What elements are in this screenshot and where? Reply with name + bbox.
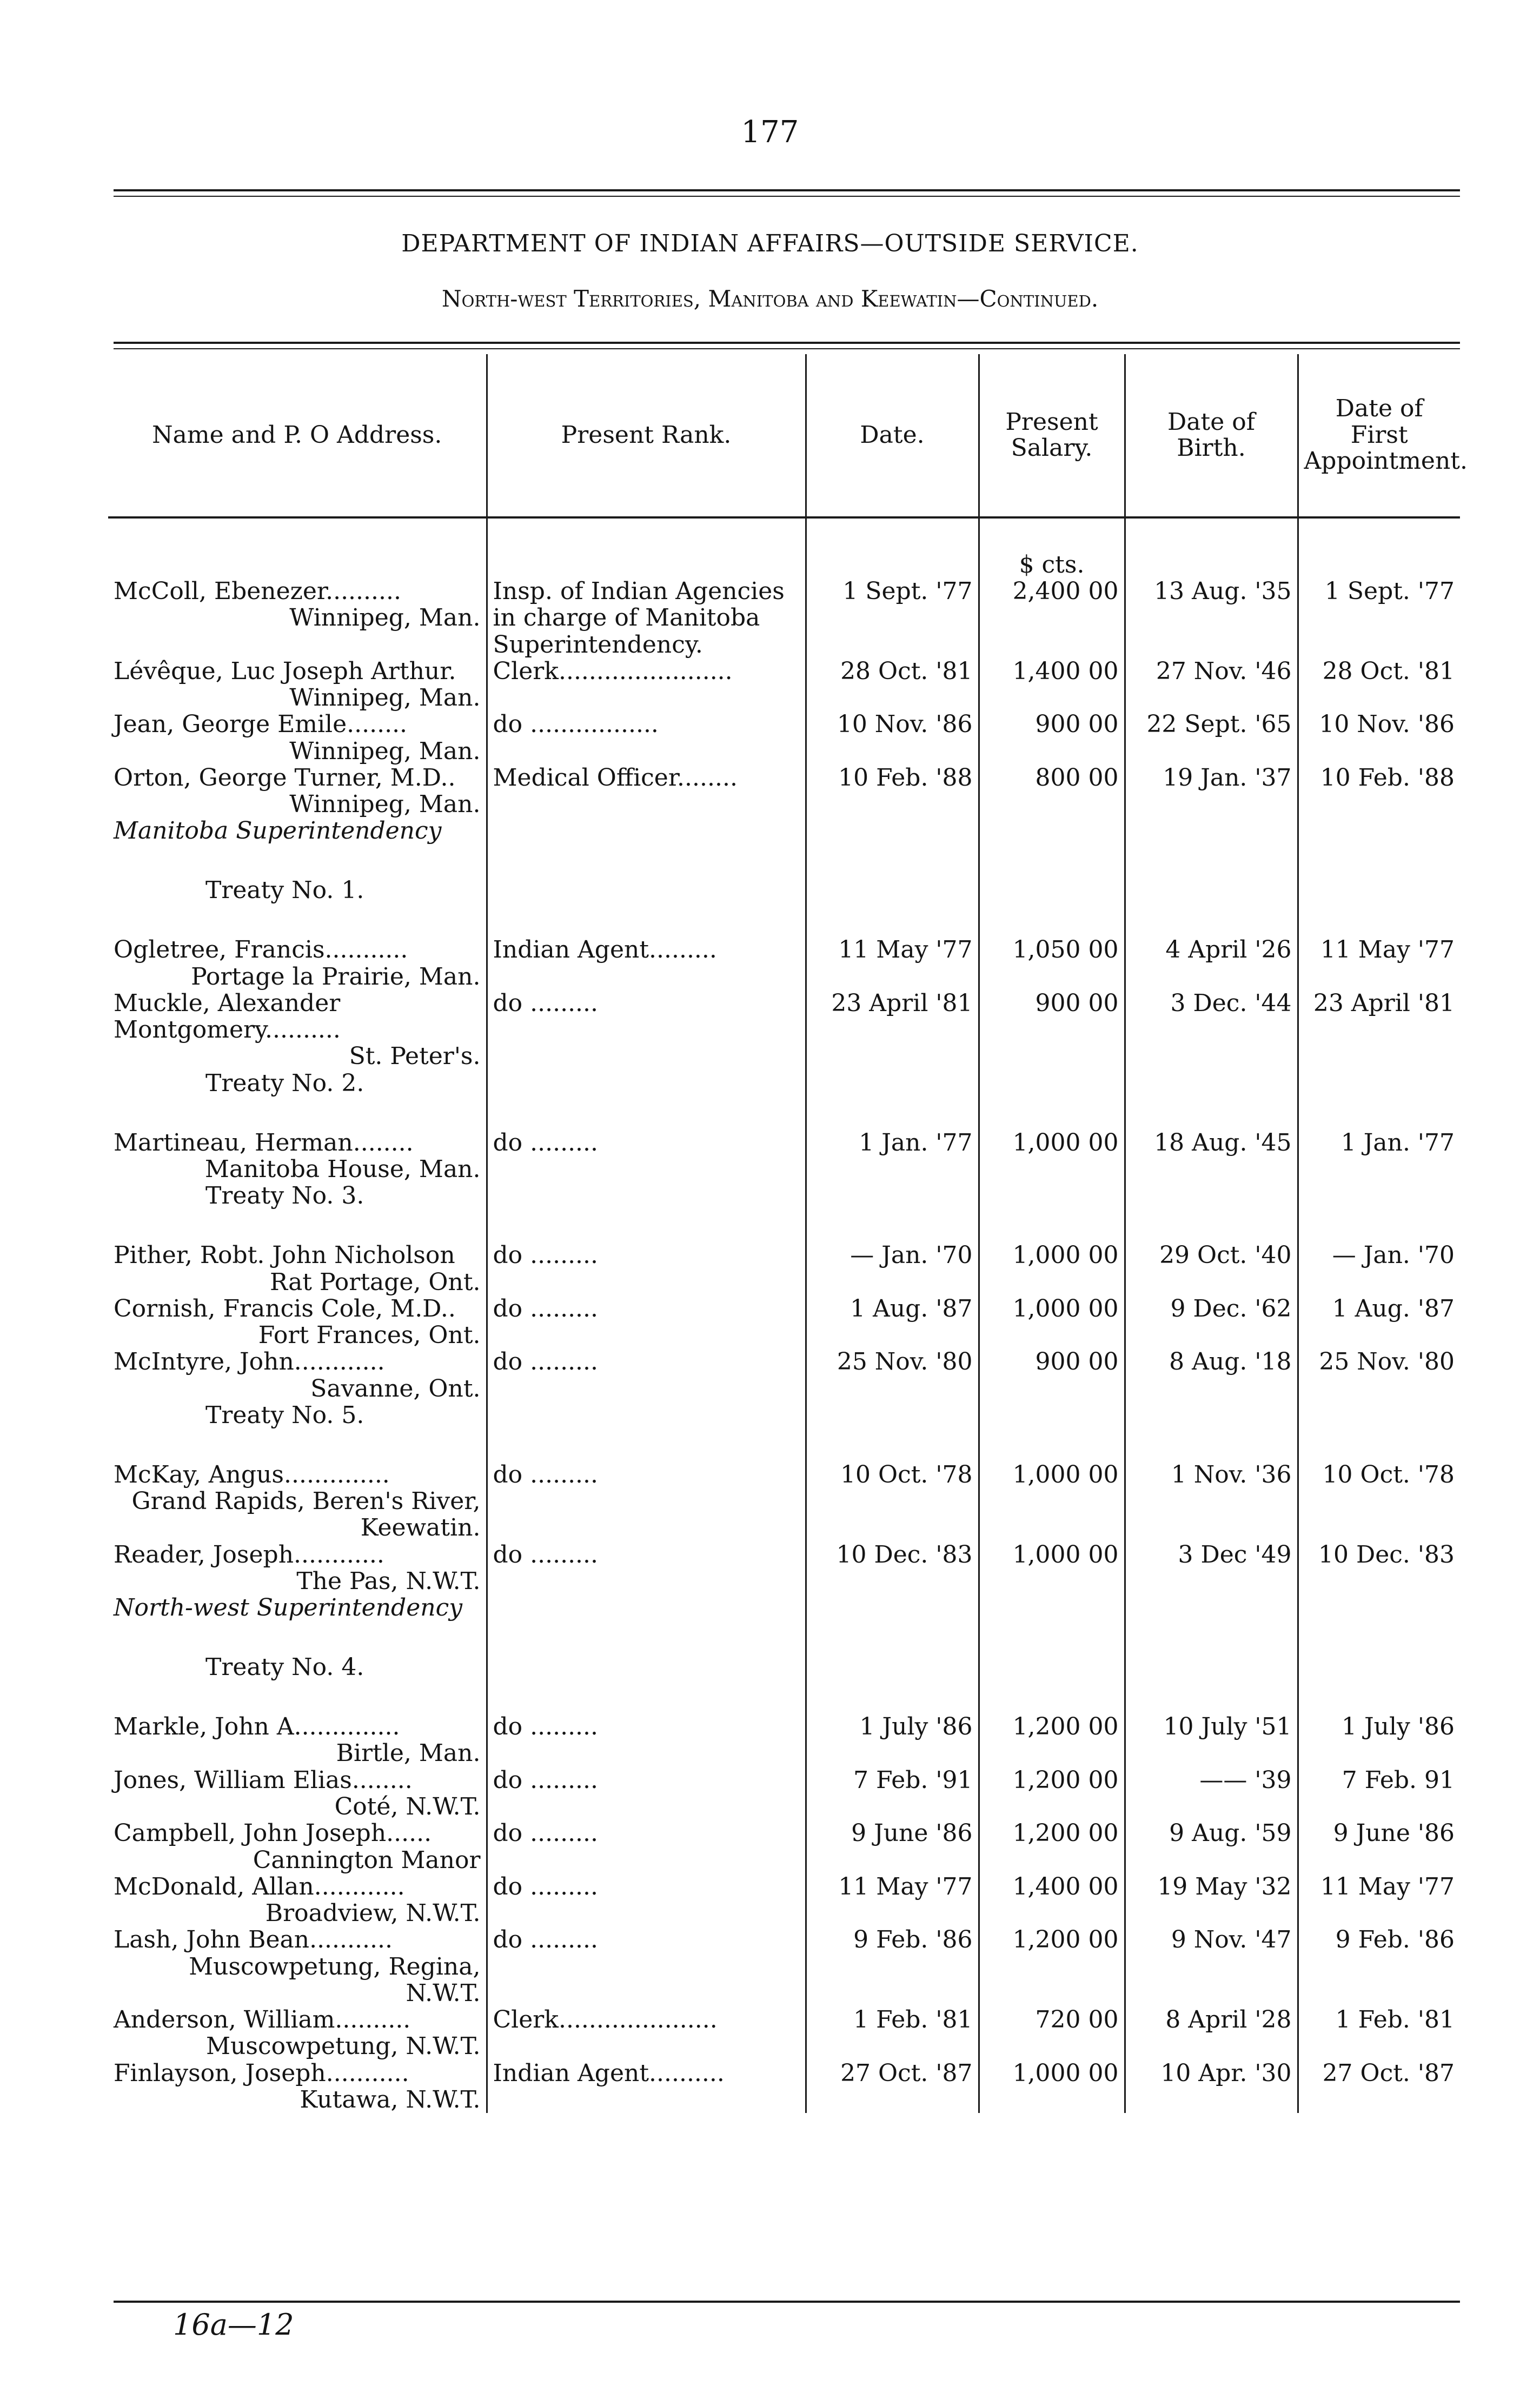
appointment-cell: 11 May '77 [1298,1873,1460,1927]
rank-cell: Indian Agent.......... [487,2060,806,2114]
person-address: Manitoba House, Man. [204,1155,481,1183]
header-salary: Present Salary. [979,354,1125,517]
empty-cell [1125,1654,1298,1713]
empty-cell [487,1654,806,1713]
person-name: Orton, George Turner, M.D.. [114,763,456,792]
name-cell [108,990,487,1070]
empty-cell [487,1070,806,1129]
birth-cell: 13 Aug. '35 [1125,578,1298,658]
person-address: Coté, N.W.T. [334,1792,481,1820]
rank-cell: do ......... [487,1242,806,1295]
birth-cell: 8 Aug. '18 [1125,1348,1298,1402]
person-name: Cornish, Francis Cole, M.D.. [114,1294,456,1323]
name-cell [108,936,487,990]
rank-cell: do ......... [487,1295,806,1349]
empty-cell [979,818,1125,877]
table-row [108,1713,1460,1767]
date-cell: 11 May '77 [806,936,979,990]
treaty-heading: Treaty No. 2. [205,1069,364,1097]
rank-cell: Medical Officer........ [487,765,806,818]
rank-cell: Clerk..................... [487,2006,806,2060]
empty-cell [1298,818,1460,877]
table-row [108,658,1460,712]
person-address: Muscowpetung, Regina, N.W.T. [189,1952,481,2007]
salary-cell: 1,000 00 [979,1242,1125,1295]
table-row [108,2006,1460,2060]
table-row [108,1242,1460,1295]
treaty-heading-row [108,1654,1460,1713]
rank-cell: do ......... [487,1461,806,1541]
salary-cell: 1,200 00 [979,1820,1125,1873]
empty-cell [806,1654,979,1713]
superintendency-heading: North-west Superintendency [114,1594,463,1622]
page-title: DEPARTMENT OF INDIAN AFFAIRS—OUTSIDE SERVICE. [401,230,1139,257]
empty-cell [979,1182,1125,1242]
appointment-cell: 9 Feb. '86 [1298,1926,1460,2006]
treaty-heading-row [108,877,1460,936]
appointment-cell: 7 Feb. 91 [1298,1767,1460,1820]
name-cell [108,711,487,765]
empty-cell [806,1402,979,1461]
person-name: Finlayson, Joseph........... [114,2059,409,2087]
salary-cell: 1,200 00 [979,1767,1125,1820]
person-address: Winnipeg, Man. [289,737,481,765]
salary-cell: 1,400 00 [979,658,1125,712]
rank-cell: do ......... [487,1820,806,1873]
person-name: Anderson, William.......... [114,2006,411,2034]
salary-cell: 1,050 00 [979,936,1125,990]
table-row [108,1873,1460,1927]
date-cell: 11 May '77 [806,1873,979,1927]
empty-cell [487,1594,806,1654]
name-cell [108,1129,487,1183]
empty-cell [1298,1182,1460,1242]
header-name: Name and P. O Address. [108,354,487,517]
appointment-cell: 28 Oct. '81 [1298,658,1460,712]
date-cell: 10 Dec. '83 [806,1541,979,1595]
person-address: Winnipeg, Man. [289,790,481,819]
person-address: Cannington Manor [253,1846,481,1874]
person-address: The Pas, N.W.T. [296,1567,481,1595]
superintendency-heading-row [108,818,1460,877]
salary-unit: $ cts. [979,517,1125,578]
rank-cell: do ......... [487,1348,806,1402]
header-appointment: Date of First Appointment. [1298,354,1460,517]
date-cell: 1 Jan. '77 [806,1129,979,1183]
empty-cell [806,877,979,936]
salary-cell: 1,000 00 [979,1541,1125,1595]
rank-cell: do ......... [487,1926,806,2006]
appointment-cell: — Jan. '70 [1298,1242,1460,1295]
name-cell [108,2006,487,2060]
table-row [108,1129,1460,1183]
treaty-heading: Treaty No. 3. [205,1182,364,1210]
appointment-cell: 11 May '77 [1298,936,1460,990]
person-name: Martineau, Herman........ [114,1128,414,1157]
person-name: Markle, John A.............. [114,1713,400,1741]
empty-cell [1298,1594,1460,1654]
table-row [108,578,1460,658]
person-name: McKay, Angus.............. [114,1460,390,1488]
superintendency-heading-row [108,1594,1460,1654]
empty-cell [487,818,806,877]
person-address: Grand Rapids, Beren's River, Keewatin. [131,1487,481,1542]
name-cell [108,2060,487,2114]
salary-cell: 900 00 [979,711,1125,765]
treaty-heading-row [108,1182,1460,1242]
birth-cell: 1 Nov. '36 [1125,1461,1298,1541]
person-address: Birtle, Man. [336,1739,481,1767]
birth-cell: 10 July '51 [1125,1713,1298,1767]
empty-cell [487,1402,806,1461]
treaty-heading-row [108,1070,1460,1129]
empty-cell [1298,1402,1460,1461]
empty-cell [1298,1654,1460,1713]
birth-cell: 9 Aug. '59 [1125,1820,1298,1873]
person-name: Muckle, Alexander Montgomery.......... [114,989,341,1044]
empty-cell [979,1654,1125,1713]
birth-cell: 27 Nov. '46 [1125,658,1298,712]
appointment-cell: 25 Nov. '80 [1298,1348,1460,1402]
name-cell [108,1767,487,1820]
salary-cell: 1,000 00 [979,1295,1125,1349]
date-cell: 1 July '86 [806,1713,979,1767]
table-row [108,765,1460,818]
name-cell [108,578,487,658]
page-number: 177 [741,115,799,150]
salary-cell: 800 00 [979,765,1125,818]
person-address: Winnipeg, Man. [289,684,481,712]
salary-cell: 1,200 00 [979,1926,1125,2006]
header-rule [114,342,1460,344]
person-name: Lash, John Bean........... [114,1926,393,1954]
empty-cell [1125,1594,1298,1654]
birth-cell: 10 Apr. '30 [1125,2060,1298,2114]
person-name: Campbell, John Joseph...... [114,1819,432,1848]
date-cell: 1 Aug. '87 [806,1295,979,1349]
rank-cell: Insp. of Indian Agencies in charge of Manitoba Superintendency. [487,578,806,658]
birth-cell: 19 Jan. '37 [1125,765,1298,818]
date-cell: 7 Feb. '91 [806,1767,979,1820]
empty-cell [1125,1182,1298,1242]
rank-cell: do ......... [487,1541,806,1595]
person-address: Portage la Prairie, Man. [191,962,481,991]
person-name: Reader, Joseph............ [114,1540,384,1569]
appointment-cell: 10 Dec. '83 [1298,1541,1460,1595]
person-address: Winnipeg, Man. [289,604,481,632]
birth-cell: 29 Oct. '40 [1125,1242,1298,1295]
name-cell [108,1461,487,1541]
table-row [108,1348,1460,1402]
name-cell [108,1348,487,1402]
empty-cell [806,1594,979,1654]
empty-cell [1298,1070,1460,1129]
treaty-heading: Treaty No. 4. [205,1653,364,1682]
person-name: Jean, George Emile........ [114,710,408,739]
top-rule [114,189,1460,191]
table-row [108,990,1460,1070]
empty-cell [1125,818,1298,877]
rank-cell: do ......... [487,1873,806,1927]
appointment-cell: 10 Feb. '88 [1298,765,1460,818]
header-birth: Date of Birth. [1125,354,1298,517]
table-row [108,936,1460,990]
empty-cell [1125,877,1298,936]
table-row [108,1541,1460,1595]
treaty-heading-row [108,1402,1460,1461]
name-cell [108,1873,487,1927]
empty-cell [487,877,806,936]
name-cell [108,1295,487,1349]
staff-table [108,354,1468,2114]
table-header-row [108,354,1460,517]
empty-cell [979,1594,1125,1654]
header-rank: Present Rank. [487,354,806,517]
salary-cell: 1,000 00 [979,1129,1125,1183]
date-cell: 23 April '81 [806,990,979,1070]
empty-cell [806,1182,979,1242]
person-address: St. Peter's. [349,1042,481,1071]
salary-cell: 2,400 00 [979,578,1125,658]
appointment-cell: 1 Sept. '77 [1298,578,1460,658]
name-cell [108,1242,487,1295]
empty-cell [979,1070,1125,1129]
footer-page-ref: 16a—12 [173,2308,294,2342]
empty-cell [1125,1402,1298,1461]
empty-cell [979,1402,1125,1461]
treaty-heading: Treaty No. 5. [205,1401,364,1429]
birth-cell: 22 Sept. '65 [1125,711,1298,765]
rank-cell: do ......... [487,990,806,1070]
person-name: McColl, Ebenezer.......... [114,577,401,605]
birth-cell: 18 Aug. '45 [1125,1129,1298,1183]
date-cell: 10 Feb. '88 [806,765,979,818]
date-cell: 9 Feb. '86 [806,1926,979,2006]
appointment-cell: 1 Feb. '81 [1298,2006,1460,2060]
appointment-cell: 1 Aug. '87 [1298,1295,1460,1349]
person-address: Muscowpetung, N.W.T. [205,2032,481,2061]
birth-cell: 19 May '32 [1125,1873,1298,1927]
appointment-cell: 1 Jan. '77 [1298,1129,1460,1183]
header-date: Date. [806,354,979,517]
name-cell [108,1541,487,1595]
footer-rule [114,2301,1460,2303]
person-address: Kutawa, N.W.T. [300,2085,481,2114]
date-cell: 10 Nov. '86 [806,711,979,765]
header-rule-thin [114,348,1460,349]
empty-cell [1298,877,1460,936]
superintendency-heading: Manitoba Superintendency [114,817,442,845]
appointment-cell: 23 April '81 [1298,990,1460,1070]
empty-cell [806,818,979,877]
table-body [108,517,1460,2113]
appointment-cell: 10 Oct. '78 [1298,1461,1460,1541]
person-address: Rat Portage, Ont. [269,1268,481,1296]
appointment-cell: 1 July '86 [1298,1713,1460,1767]
birth-cell: 9 Dec. '62 [1125,1295,1298,1349]
date-cell: 1 Feb. '81 [806,2006,979,2060]
rank-cell: do ................. [487,711,806,765]
date-cell: 25 Nov. '80 [806,1348,979,1402]
name-cell [108,1713,487,1767]
person-address: Fort Frances, Ont. [258,1321,481,1350]
name-cell [108,1820,487,1873]
table-row [108,1926,1460,2006]
date-cell: 1 Sept. '77 [806,578,979,658]
date-cell: — Jan. '70 [806,1242,979,1295]
table-row [108,1295,1460,1349]
empty-cell [487,1182,806,1242]
person-name: McIntyre, John............ [114,1348,385,1376]
person-name: McDonald, Allan............ [114,1872,405,1900]
table-row [108,2060,1460,2114]
birth-cell: 3 Dec '49 [1125,1541,1298,1595]
appointment-cell: 27 Oct. '87 [1298,2060,1460,2114]
salary-cell: 1,000 00 [979,1461,1125,1541]
rank-cell: do ......... [487,1129,806,1183]
rank-cell: Indian Agent......... [487,936,806,990]
date-cell: 10 Oct. '78 [806,1461,979,1541]
table-row [108,1767,1460,1820]
empty-cell [1125,1070,1298,1129]
table-row [108,1820,1460,1873]
name-cell [108,658,487,712]
person-name: Lévêque, Luc Joseph Arthur. [114,657,456,685]
top-rule-thin [114,196,1460,197]
name-cell [108,765,487,818]
salary-cell: 1,000 00 [979,2060,1125,2114]
birth-cell: 3 Dec. '44 [1125,990,1298,1070]
page-subtitle: North-west Territories, Manitoba and Keewatin—Continued. [441,285,1099,312]
table-row [108,1461,1460,1541]
salary-cell: 1,200 00 [979,1713,1125,1767]
date-cell: 9 June '86 [806,1820,979,1873]
unit-row [108,517,1460,578]
person-address: Savanne, Ont. [310,1374,481,1403]
date-cell: 27 Oct. '87 [806,2060,979,2114]
treaty-heading: Treaty No. 1. [205,876,364,905]
appointment-cell: 9 June '86 [1298,1820,1460,1873]
rank-cell: Clerk....................... [487,658,806,712]
salary-cell: 900 00 [979,1348,1125,1402]
person-name: Ogletree, Francis........... [114,936,408,964]
person-address: Broadview, N.W.T. [265,1899,481,1928]
rank-cell: do ......... [487,1767,806,1820]
appointment-cell: 10 Nov. '86 [1298,711,1460,765]
rank-cell: do ......... [487,1713,806,1767]
person-name: Pither, Robt. John Nicholson [114,1241,455,1270]
salary-cell: 1,400 00 [979,1873,1125,1927]
name-cell [108,1926,487,2006]
birth-cell: 9 Nov. '47 [1125,1926,1298,2006]
person-name: Jones, William Elias........ [114,1766,413,1794]
birth-cell: 8 April '28 [1125,2006,1298,2060]
salary-cell: 900 00 [979,990,1125,1070]
birth-cell: —— '39 [1125,1767,1298,1820]
empty-cell [806,1070,979,1129]
birth-cell: 4 April '26 [1125,936,1298,990]
table-row [108,711,1460,765]
salary-cell: 720 00 [979,2006,1125,2060]
date-cell: 28 Oct. '81 [806,658,979,712]
empty-cell [979,877,1125,936]
